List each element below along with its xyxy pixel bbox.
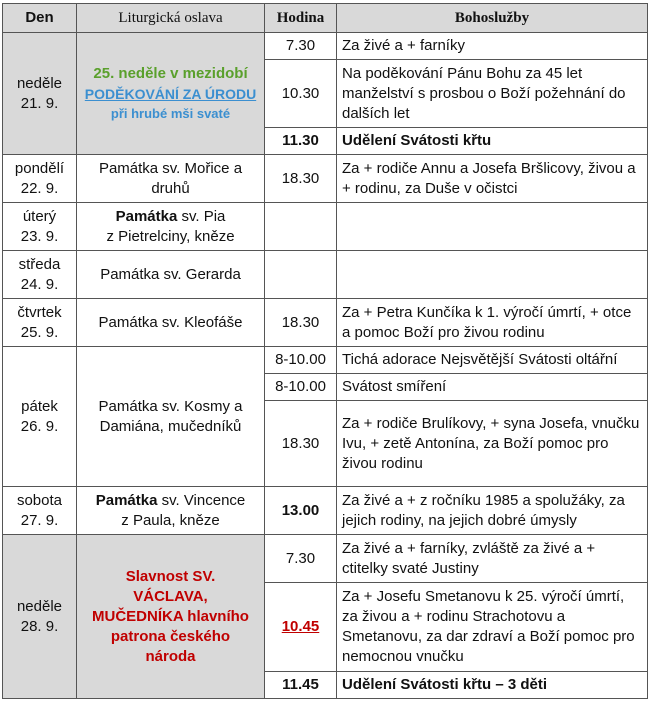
- service-cell: Za živé a + farníky, zvláště za živé a + ctitelky svaté Justiny: [337, 535, 648, 583]
- liturgy-cell: Památka sv. Kosmy a Damiána, mučedníků: [77, 347, 265, 487]
- service-cell: Za živé a + z ročníku 1985 a spolužáky, za jejich rodiny, na jejich dobré úmysly: [337, 487, 648, 535]
- service-cell: Udělení Svátosti křtu: [337, 128, 648, 155]
- liturgy-title: 25. neděle v mezidobí: [93, 64, 248, 82]
- day-date: 28. 9.: [20, 617, 59, 635]
- header-row: [3, 4, 648, 33]
- day-name: neděle: [16, 74, 63, 92]
- table-row: [3, 251, 648, 299]
- table-row: [3, 33, 648, 60]
- table-row: [3, 203, 648, 251]
- day-cell: [3, 155, 77, 203]
- hour-cell: 18.30: [265, 299, 337, 347]
- liturgy-note: při hrubé mši svaté: [110, 105, 231, 121]
- hour-cell: 11.30: [265, 128, 337, 155]
- service-cell: Tichá adorace Nejsvětější Svátosti oltářní: [337, 347, 648, 374]
- day-date: 26. 9.: [20, 417, 59, 435]
- hour-cell: 8-10.00: [265, 347, 337, 374]
- day-cell: [3, 203, 77, 251]
- header-liturgicka-oslava: Liturgická oslava: [77, 4, 265, 33]
- day-cell: [3, 487, 77, 535]
- day-cell: [3, 347, 77, 487]
- hour-cell: 7.30: [265, 33, 337, 60]
- liturgy-line2: z Pietrelciny, kněze: [106, 227, 235, 245]
- hour-cell: 13.00: [265, 487, 337, 535]
- header-bohosluzby: Bohoslužby: [337, 4, 648, 33]
- day-name: pátek: [21, 397, 58, 415]
- table-row: [3, 487, 648, 535]
- service-cell: Udělení Svátosti křtu – 3 děti: [337, 672, 648, 699]
- service-cell: Svátost smíření: [337, 374, 648, 401]
- liturgy-bold: Památka: [115, 207, 178, 225]
- table-row: [3, 535, 648, 583]
- day-cell: [3, 299, 77, 347]
- day-name: středa: [18, 255, 61, 273]
- service-cell: [337, 251, 648, 299]
- mass-schedule-table: [2, 3, 648, 699]
- liturgy-cell: Památka sv. Gerarda: [77, 251, 265, 299]
- liturgy-line2: z Paula, kněze: [121, 511, 220, 529]
- hour-cell: 10.30: [265, 60, 337, 128]
- hour-cell: [265, 251, 337, 299]
- liturgy-rest: sv. Pia: [177, 207, 226, 225]
- day-name: neděle: [16, 597, 63, 615]
- day-date: 22. 9.: [20, 179, 59, 197]
- hour-cell: 8-10.00: [265, 374, 337, 401]
- hour-cell: 18.30: [265, 155, 337, 203]
- service-cell: Za živé a + farníky: [337, 33, 648, 60]
- liturgy-cell: [77, 487, 265, 535]
- day-date: 24. 9.: [20, 275, 59, 293]
- table-row: [3, 155, 648, 203]
- liturgy-cell: Slavnost SV. VÁCLAVA, MUČEDNÍKA hlavního patrona českého národa: [77, 535, 265, 699]
- day-date: 27. 9.: [20, 511, 59, 529]
- hour-cell: [265, 203, 337, 251]
- service-cell: Za + rodiče Annu a Josefa Bršlicovy, živou a + rodinu, za Duše v očistci: [337, 155, 648, 203]
- liturgy-cell: Památka sv. Mořice a druhů: [77, 155, 265, 203]
- day-date: 23. 9.: [20, 227, 59, 245]
- service-cell: Za + Petra Kunčíka k 1. výročí úmrtí, + otce a pomoc Boží pro živou rodinu: [337, 299, 648, 347]
- service-cell: [337, 203, 648, 251]
- table-row: [3, 347, 648, 374]
- liturgy-subtitle: PODĚKOVÁNÍ ZA ÚRODU: [84, 85, 257, 102]
- day-name: sobota: [16, 491, 63, 509]
- day-date: 25. 9.: [20, 323, 59, 341]
- liturgy-cell: [77, 33, 265, 155]
- table-row: [3, 299, 648, 347]
- liturgy-cell: Památka sv. Kleofáše: [77, 299, 265, 347]
- service-cell: Za + Josefu Smetanovu k 25. výročí úmrtí, za živou a + rodinu Strachotovu a Smetanovu, za dar zdraví a Boží pomoc pro nemocnou vnučku: [337, 583, 648, 672]
- day-cell: [3, 251, 77, 299]
- day-name: úterý: [22, 207, 57, 225]
- day-cell: [3, 33, 77, 155]
- hour-cell: 11.45: [265, 672, 337, 699]
- hour-cell: 18.30: [265, 401, 337, 487]
- hour-cell: 10.45: [265, 583, 337, 672]
- day-date: 21. 9.: [20, 94, 59, 112]
- day-cell: [3, 535, 77, 699]
- liturgy-rest: sv. Vincence: [157, 491, 246, 509]
- hour-cell: 7.30: [265, 535, 337, 583]
- liturgy-cell: [77, 203, 265, 251]
- liturgy-bold: Památka: [95, 491, 158, 509]
- service-cell: Za + rodiče Brulíkovy, + syna Josefa, vnučku Ivu, + zetě Antonína, za Boží pomoc pro živou rodinu: [337, 401, 648, 487]
- day-name: pondělí: [14, 159, 65, 177]
- service-cell: Na poděkování Pánu Bohu za 45 let manželství s prosbou o Boží požehnání do dalších let: [337, 60, 648, 128]
- header-hodina: Hodina: [265, 4, 337, 33]
- header-den: Den: [3, 4, 77, 33]
- day-name: čtvrtek: [17, 303, 62, 321]
